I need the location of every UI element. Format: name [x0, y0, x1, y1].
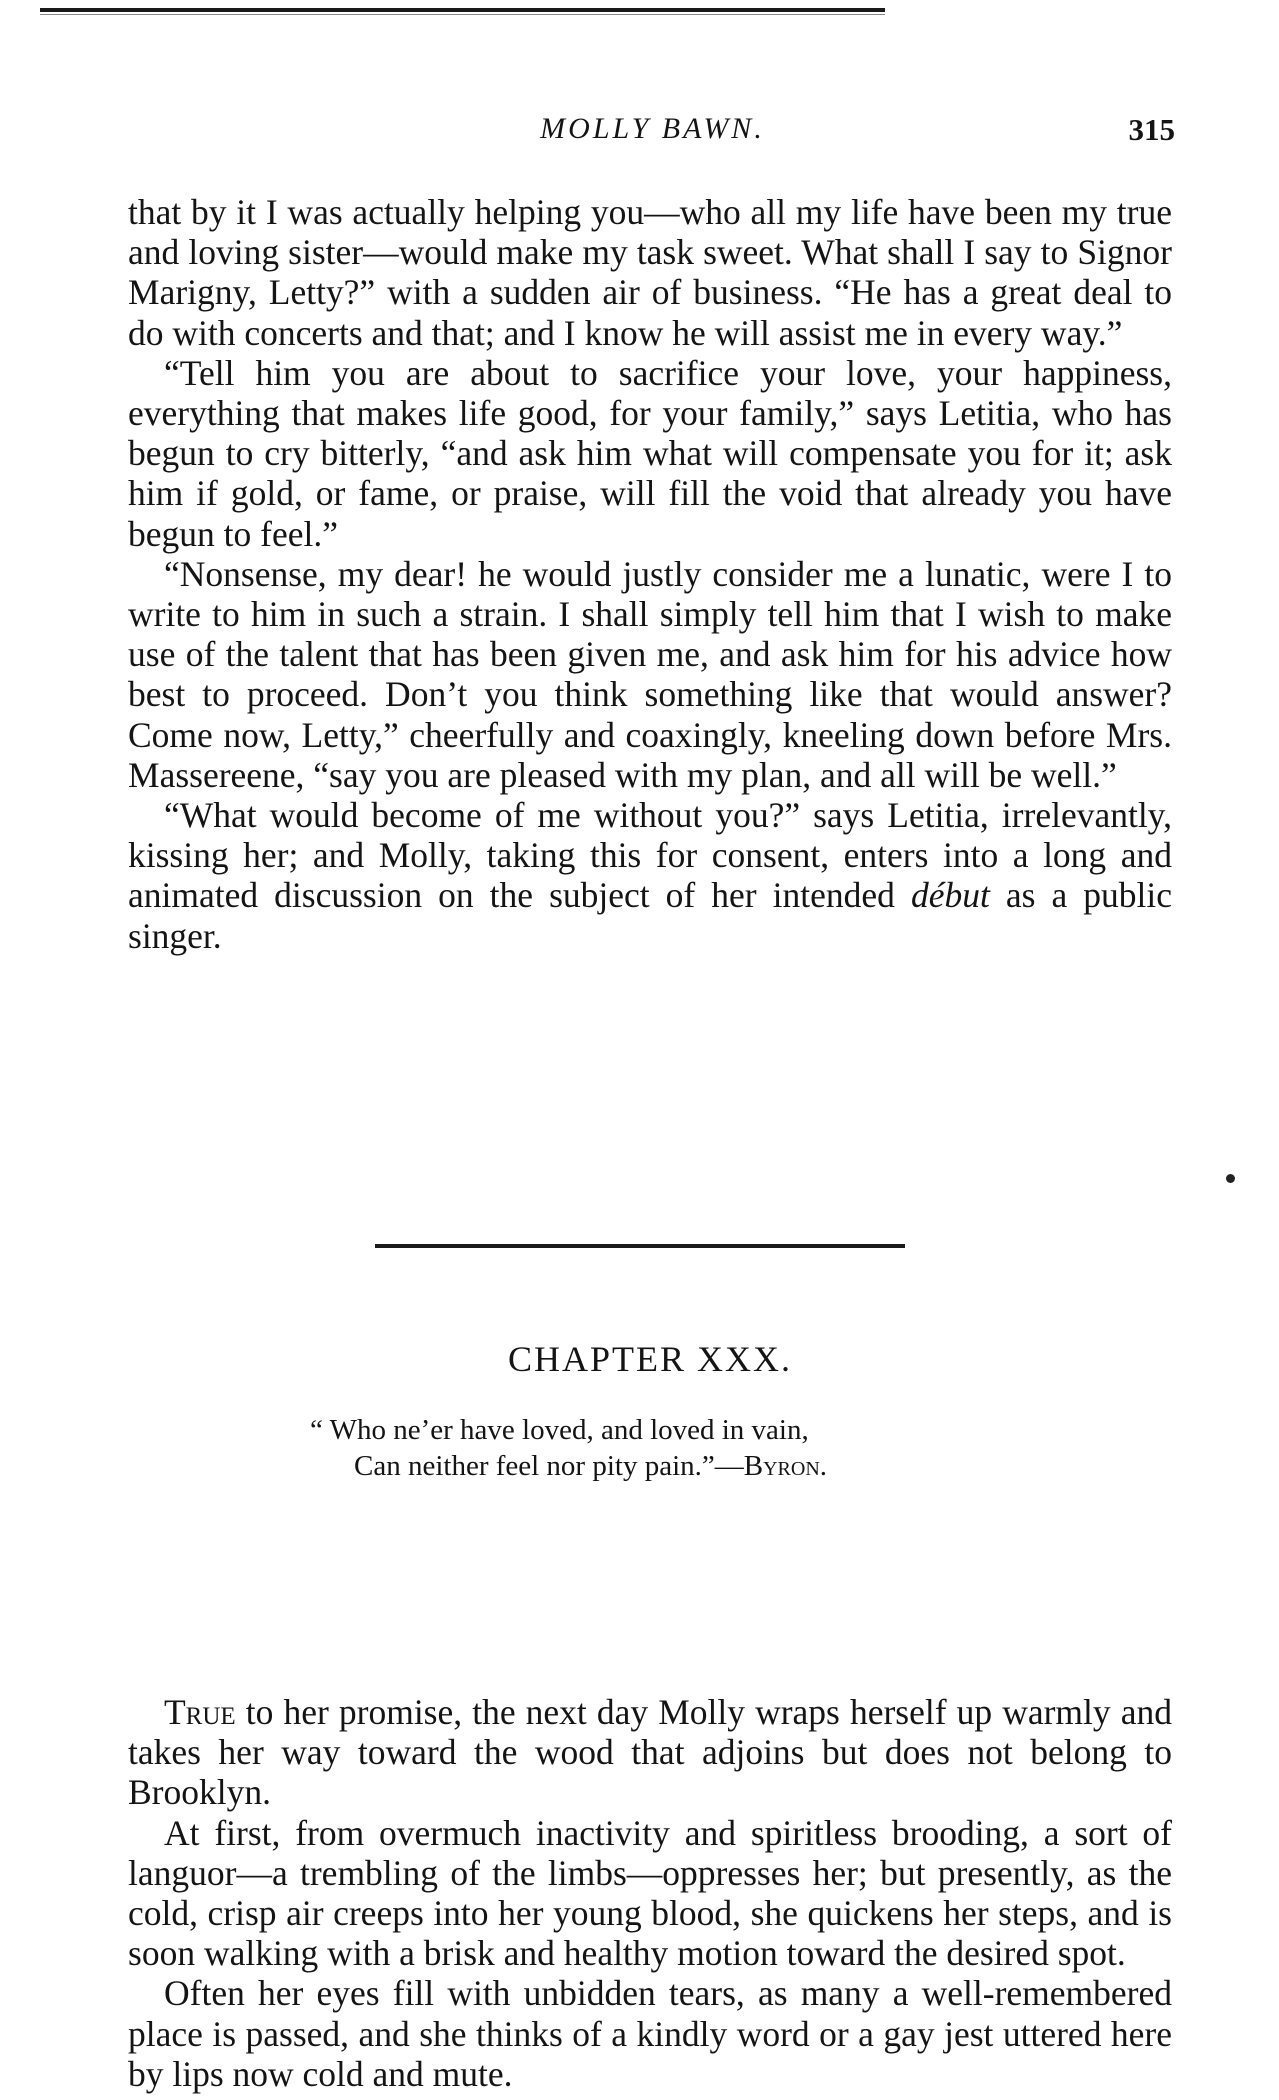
italic-word: début — [910, 875, 990, 916]
paragraph: At first, from overmuch inactivity and spiritless brooding, a sort of languor—a trembling of the limbs—oppresses her; but presently, as the cold, crisp air creeps into her young blood, she quickens her steps, and is soon walking with a brisk and healthy motion toward the desired spot. — [128, 1812, 1172, 1974]
epigraph-line: “ Who ne’er have loved, and loved in vain, — [310, 1414, 809, 1446]
paragraph: “Nonsense, my dear! he would justly consider me a lunatic, were I to write to him in such a strain. I shall simply tell him that I wish to make use of the talent that has been given me, and ask him for his advice how best to proceed. Don’t you think something like that would answer? Come now, Letty,” cheerfully and coaxingly, kneeling down before Mrs. Massereene, “say you are pleased with my plan, and all will be well.” — [128, 553, 1172, 795]
running-head — [130, 112, 1175, 152]
continuation-text — [128, 192, 1172, 956]
chapter-heading: CHAPTER XXX. — [507, 1339, 792, 1379]
page-number: 315 — [1128, 112, 1175, 147]
paragraph-text: as a public singer. — [128, 875, 1172, 956]
top-rule-thin — [40, 14, 885, 15]
paragraph-text: to her promise, the next day Molly wraps herself up warmly and takes her way toward the wood that adjoins but does not belong to Brooklyn. — [128, 1692, 1172, 1813]
margin-dot — [1226, 1174, 1235, 1183]
epigraph-line — [310, 1448, 1010, 1484]
top-rule — [40, 8, 885, 12]
paragraph: Often her eyes fill with unbidden tears, as many a well-remembered place is passed, and she thinks of a kindly word or a gay jest uttered here by lips now cold and mute. — [128, 1973, 1172, 2094]
chapter-text — [128, 1692, 1172, 2094]
paragraph — [128, 1692, 1172, 1813]
chapter-divider — [375, 1244, 905, 1248]
paragraph-text: “What would become of me without you?” says Letitia, irrelevantly, kissing her; and Molly, taking this for consent, enters into a long and animated discussion on the subject of her intended — [128, 795, 1172, 916]
epigraph-text: Can neither feel nor pity pain.”— — [354, 1450, 744, 1482]
running-title: MOLLY BAWN. — [540, 112, 765, 145]
paragraph — [128, 795, 1172, 956]
paragraph: that by it I was actually helping you—who all my life have been my true and loving sister—would make my task sweet. What shall I say to Signor Marigny, Letty?” with a sudden air of business. “He has a great deal to do with concerts and that; and I know he will assist me in every way.” — [128, 192, 1172, 353]
epigraph-author: Byron. — [743, 1450, 828, 1482]
epigraph — [310, 1412, 1010, 1484]
opening-word: True — [164, 1692, 236, 1732]
paragraph: “Tell him you are about to sacrifice your love, your happiness, everything that makes life good, for your family,” says Letitia, who has begun to cry bitterly, “and ask him what will compensate you for it; ask him if gold, or fame, or praise, will fill the void that already you have begun to feel.” — [128, 352, 1172, 554]
